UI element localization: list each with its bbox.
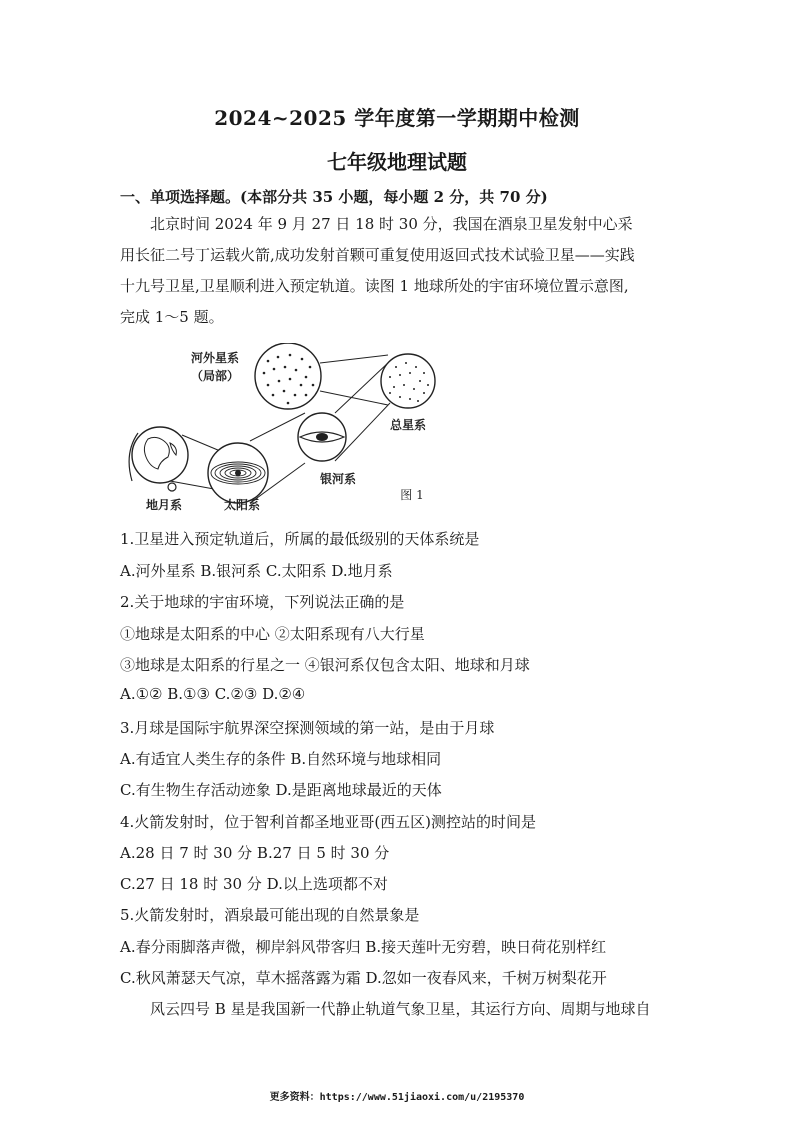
moon-circle: [168, 483, 176, 491]
exam-subtitle: 七年级地理试题: [327, 150, 467, 174]
question-5-options-a: A.春分雨脚落声微，柳岸斜风带客归 B.接天莲叶无穷碧，映日荷花别样红: [120, 938, 607, 956]
figure-caption: 图 1: [400, 488, 424, 502]
question-2-statements-b: ③地球是太阳系的行星之一 ④银河系仅包含太阳、地球和月球: [120, 656, 530, 674]
passage-2-line: 风云四号 B 星是我国新一代静止轨道气象卫星，其运行方向、周期与地球自: [150, 1000, 651, 1018]
passage-1: [120, 209, 675, 333]
question-3-options-a: A.有适宜人类生存的条件 B.自然环境与地球相同: [120, 750, 442, 768]
figure-cosmic-environment: [120, 343, 440, 518]
label-galaxy: 银河系: [319, 472, 357, 486]
question-3-options-b: C.有生物生存活动迹象 D.是距离地球最近的天体: [120, 781, 442, 799]
passage-line: 用长征二号丁运载火箭,成功发射首颗可重复使用返回式技术试验卫星——实践: [120, 246, 635, 264]
label-extragalactic-sub: （局部）: [190, 369, 240, 383]
question-4-options-a: A.28 日 7 时 30 分 B.27 日 5 时 30 分: [120, 844, 390, 862]
label-extragalactic: 河外星系: [190, 351, 240, 365]
section-heading: 一、单项选择题。(本部分共 35 小题，每小题 2 分，共 70 分): [120, 188, 548, 206]
question-2-statements-a: ①地球是太阳系的中心 ②太阳系现有八大行星: [120, 625, 425, 643]
figure-diagram: [120, 343, 440, 518]
label-solar-system: 太阳系: [223, 498, 261, 512]
passage-2: [120, 998, 651, 1019]
question-4: 4.火箭发射时，位于智利首都圣地亚哥(西五区)测控站的时间是: [120, 813, 537, 831]
question-1-options: A.河外星系 B.银河系 C.太阳系 D.地月系: [120, 562, 393, 580]
footer-link[interactable]: 更多资料：https://www.51jiaoxi.com/u/2195370: [269, 1092, 525, 1103]
passage-line: 十九号卫星,卫星顺利进入预定轨道。读图 1 地球所处的宇宙环境位置示意图,: [120, 277, 629, 295]
question-4-options-b: C.27 日 18 时 30 分 D.以上选项都不对: [120, 875, 388, 893]
universe-circle: [381, 354, 435, 408]
label-universe: 总星系: [389, 418, 427, 432]
extragalactic-circle: [255, 343, 321, 409]
question-1: 1.卫星进入预定轨道后，所属的最低级别的天体系统是: [120, 530, 480, 548]
question-2: 2.关于地球的宇宙环境，下列说法正确的是: [120, 593, 405, 611]
label-earth-moon: 地月系: [145, 498, 183, 512]
exam-title: 2024~2025 学年度第一学期期中检测: [214, 106, 580, 130]
earth-circle: [132, 427, 188, 483]
passage-line: 完成 1～5 题。: [120, 308, 224, 326]
question-5: 5.火箭发射时，酒泉最可能出现的自然景象是: [120, 906, 420, 924]
question-2-options: A.①② B.①③ C.②③ D.②④: [120, 685, 306, 703]
question-5-options-b: C.秋风萧瑟天气凉，草木摇落露为霜 D.忽如一夜春风来，千树万树梨花开: [120, 969, 607, 987]
question-3: 3.月球是国际宇航界深空探测领域的第一站，是由于月球: [120, 719, 495, 737]
passage-line: 北京时间 2024 年 9 月 27 日 18 时 30 分，我国在酒泉卫星发射中心采: [150, 215, 633, 233]
